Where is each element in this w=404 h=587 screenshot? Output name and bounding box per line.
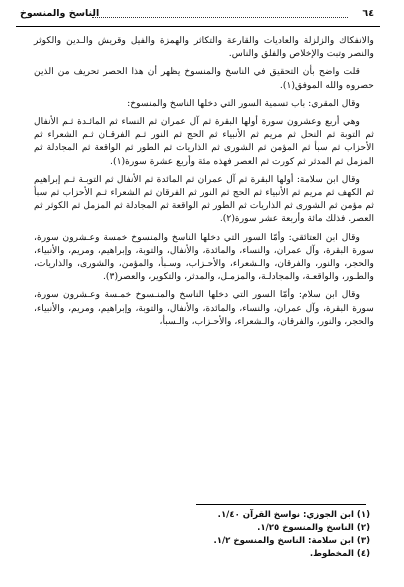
header-leader-dots [92,17,348,18]
body-text [34,34,374,333]
footnote: (٣) ابن سلامة: الناسخ والمنسوخ ١/٢. [213,536,370,546]
footnote: (١) ابن الجوزي: نواسخ القرآن ١/٤٠. [217,510,370,520]
footnote: (٤) المخطوط. [309,549,370,559]
paragraph: وقال ابن العتائقي: وأمّا السور التي دخلها الناسخ والمنسوخ خمسة وعـشرون سورة، سورة البقرة، وآل عمران، والنساء، والمائدة، والأنفال، والتوبة، وإبراهيم، ومريم، والأنبياء، والحجر، والنور، والفرقان، والـشعراء، والأحـزاب، وسـبأ، والمؤمن، والشورى، والذاريات، والطـور، والواقعـة، والمجادلـة، والمزمـل، والمدثر، والتكوير، والعصر(٣). [34,231,374,283]
page-number: ٦٤ [362,8,374,19]
running-header [20,8,374,24]
paragraph: وقال ابن سلامة: أولها البقرة ثم آل عمران ثم المائدة ثم الأنفال ثم التوبـة ثـم إبراهيم ثم الكهف ثم مريم ثم الأنبياء ثم الحج ثم النور ثم الفرقان ثم الشعراء ثـم الأحزاب ثم سبأ ثم مؤمن ثم الشورى ثم الذاريات ثم الطور ثم الواقعة ثم المجادلة ثم المزمل ثم الكوثر ثم العصر. فذلك مائة وأربعة عشر سورة(٢). [34,173,374,225]
footnote-rule [196,504,366,505]
header-rule [16,26,380,27]
paragraph: والانفكاك والزلزلة والعاديات والقارعة والتكاثر والهمزة والفيل وقريش والـدين والكوثر والنصر وتبت والإخلاص والفلق والناس. [34,35,374,60]
paragraph: وهي أربع وعشرون سورة أولها البقرة ثم آل عمران ثم النساء ثم المائـدة ثـم الأنفال ثم التوبة ثم النحل ثم مريم ثم الأنبياء ثم الحج ثم النور ثـم الفرقـان ثـم الشعراء ثم الأحزاب ثم سبأ ثم المؤمن ثم الشورى ثم الذاريات ثم الطور ثم الواقعة ثم المجادلة ثم المزمل ثم المدثر ثم كورت ثم العصر فهذه مئة وأربع عشرة سورة(١). [34,116,374,167]
footnote: (٢) الناسخ والمنسوخ ١/٢٥. [257,523,370,533]
paragraph: وقال المقري: باب تسمية السور التي دخلها الناسخ والمنسوخ: [127,97,360,109]
footnotes [214,509,371,561]
paragraph: قلت واضح بأن التحقيق في الناسخ والمنسوخ يظهر أن هذا الحصر تحريف من الذين حصروه والله الموفق(١). [34,66,374,91]
running-title: الناسخ والمنسوخ [20,8,100,19]
paragraph: وقال ابن سلام: وأمّا السور التي دخلها الناسخ والمنـسوخ خمـسة وعـشرون سورة، سورة البقرة، وآل عمران، والنساء، والمائدة، والأنفال، والتوبة، وإبراهيم، ومريم، والأنبياء، والحجر، والنور، والفرقان، والـشعراء، والأحـزاب، والـسبأ، [34,289,374,327]
